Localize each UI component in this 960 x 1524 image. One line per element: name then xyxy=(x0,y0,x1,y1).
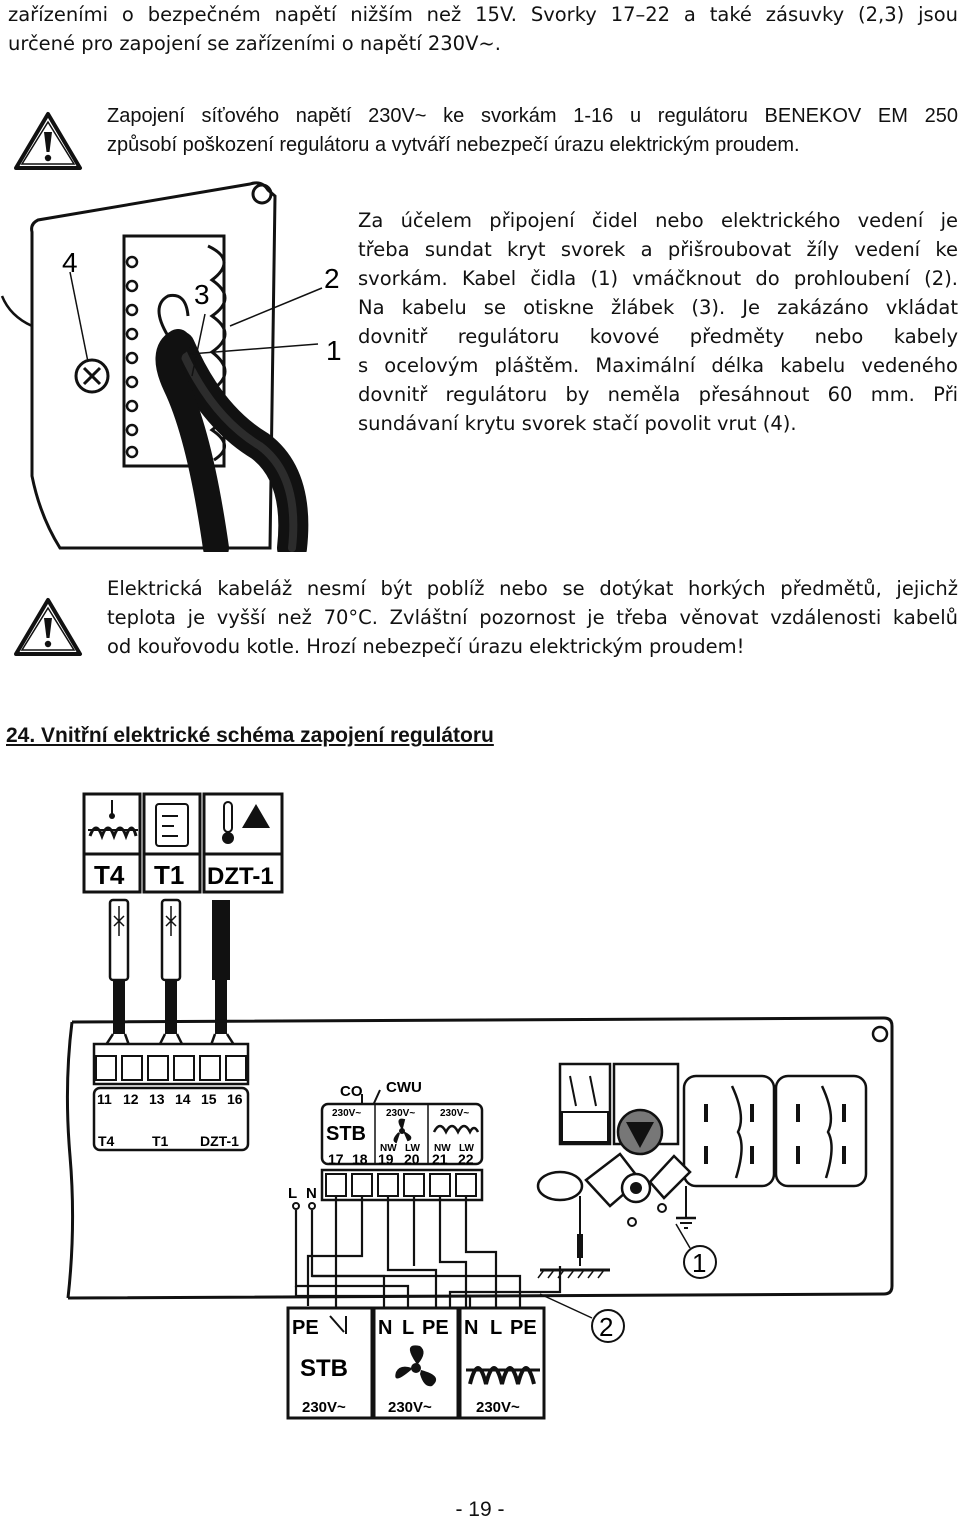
terminal-number: 21 xyxy=(432,1151,448,1167)
device-pe-label: PE xyxy=(510,1317,537,1339)
device-pe-label: PE xyxy=(292,1317,319,1339)
section-heading: 24. Vnitřní elektrické schéma zapojení regulátoru xyxy=(6,724,494,747)
terminal-group-label: T4 xyxy=(98,1133,115,1149)
device-l-label: L xyxy=(402,1317,415,1339)
fig1-line: třeba sundat kryt svorek a přišroubovat žíly vedení ke xyxy=(358,238,958,261)
fig1-line: Za účelem připojení čidel nebo elektrického vedení je xyxy=(358,209,958,232)
warning-2-line-3: od kouřovodu kotle. Hrozí nebezpečí úrazu elektrickým proudem! xyxy=(107,635,745,658)
terminal-number: 14 xyxy=(175,1091,191,1107)
warning-1-line-1: Zapojení síťového napětí 230V~ ke svorkám 1-16 u regulátoru BENEKOV EM 250 xyxy=(107,105,958,127)
page-number: - 19 - xyxy=(455,1498,505,1521)
warning-icon xyxy=(12,110,84,172)
fig1-line: s ocelovým pláštěm. Maximální délka kabelu vedeného xyxy=(358,354,958,377)
wiring-schema xyxy=(0,786,960,1426)
terminal-number: 13 xyxy=(149,1091,165,1107)
fig1-line: Na kabelu se otiskne žlábek (3). Je zakázáno vkládat xyxy=(358,296,958,319)
terminal-number: 17 xyxy=(328,1151,344,1167)
nw-label: NW xyxy=(380,1143,397,1154)
sensor-label: T1 xyxy=(154,860,185,890)
callout-1: 1 xyxy=(692,1248,707,1278)
callout-1: 1 xyxy=(326,335,342,366)
warning-1-line-2: způsobí poškození regulátoru a vytváří nebezpečí úrazu elektrickým proudem. xyxy=(107,134,800,156)
fig1-line: sundávaní krytu svorek stačí povolit vrut (4). xyxy=(358,412,797,435)
fig1-line: dovnitř regulátoru by neměla přesáhnout 60 mm. Při xyxy=(358,383,958,406)
sensor-label: T4 xyxy=(94,860,125,890)
voltage-label: 230V~ xyxy=(332,1108,362,1119)
terminal-group-label: T1 xyxy=(152,1133,169,1149)
intro-line-1: zařízeními o bezpečném napětí nižším než 15V. Svorky 17–22 a také zásuvky (2,3) jsou xyxy=(8,3,958,26)
terminal-number: 19 xyxy=(378,1151,394,1167)
device-n-label: N xyxy=(464,1317,479,1339)
callout-4: 4 xyxy=(62,247,78,278)
device-voltage-label: 230V~ xyxy=(302,1399,346,1416)
fig1-line: svorkám. Kabel čidla (1) vmáčknout do prohloubení (2). xyxy=(358,267,958,290)
sensor-t4 xyxy=(84,794,140,892)
n-label: N xyxy=(306,1185,317,1202)
cwu-label: CWU xyxy=(386,1079,422,1096)
sensor-t1 xyxy=(144,794,200,892)
device-voltage-label: 230V~ xyxy=(388,1399,432,1416)
device-n-label: N xyxy=(378,1317,393,1339)
device-l-label: L xyxy=(490,1317,503,1339)
warning-2-line-2: teplota je vyšší než 70°C. Zvláštní pozornost je třeba věnovat vzdálenosti kabelů xyxy=(107,606,958,629)
warning-icon xyxy=(12,596,84,658)
terminal-number: 11 xyxy=(97,1091,112,1107)
lw-label: LW xyxy=(405,1143,420,1154)
device-pe-label: PE xyxy=(422,1317,449,1339)
callout-2: 2 xyxy=(324,263,340,294)
stb-terminal-label: STB xyxy=(326,1123,366,1145)
warning-2-line-1: Elektrická kabeláž nesmí být poblíž nebo se dotýkat horkých předmětů, jejichž xyxy=(107,577,958,600)
l-label: L xyxy=(288,1185,298,1202)
terminal-number: 12 xyxy=(123,1091,139,1107)
terminal-number: 16 xyxy=(227,1091,243,1107)
voltage-label: 230V~ xyxy=(440,1108,470,1119)
terminal-number: 15 xyxy=(201,1091,217,1107)
fig1-description xyxy=(358,206,958,438)
callout-3: 3 xyxy=(194,279,210,310)
intro-line-2: určené pro zapojení se zařízeními o napětí 230V~. xyxy=(8,32,501,55)
terminal-cover-illustration xyxy=(0,176,352,552)
lw-label: LW xyxy=(459,1143,474,1154)
terminal-number: 20 xyxy=(404,1151,420,1167)
terminal-group-label: DZT-1 xyxy=(200,1133,239,1149)
sensor-dzt1 xyxy=(204,794,282,892)
fig1-line: dovnitř regulátoru kovové předměty nebo kabely xyxy=(358,325,958,348)
device-voltage-label: 230V~ xyxy=(476,1399,520,1416)
sensor-label: DZT-1 xyxy=(207,863,274,890)
voltage-label: 230V~ xyxy=(386,1108,416,1119)
warning-2-text xyxy=(107,574,958,661)
terminal-number: 22 xyxy=(458,1151,474,1167)
callout-2: 2 xyxy=(599,1312,614,1342)
terminal-number: 18 xyxy=(352,1151,368,1167)
co-label: CO xyxy=(340,1083,363,1100)
nw-label: NW xyxy=(434,1143,451,1154)
device-stb-label: STB xyxy=(300,1355,348,1382)
